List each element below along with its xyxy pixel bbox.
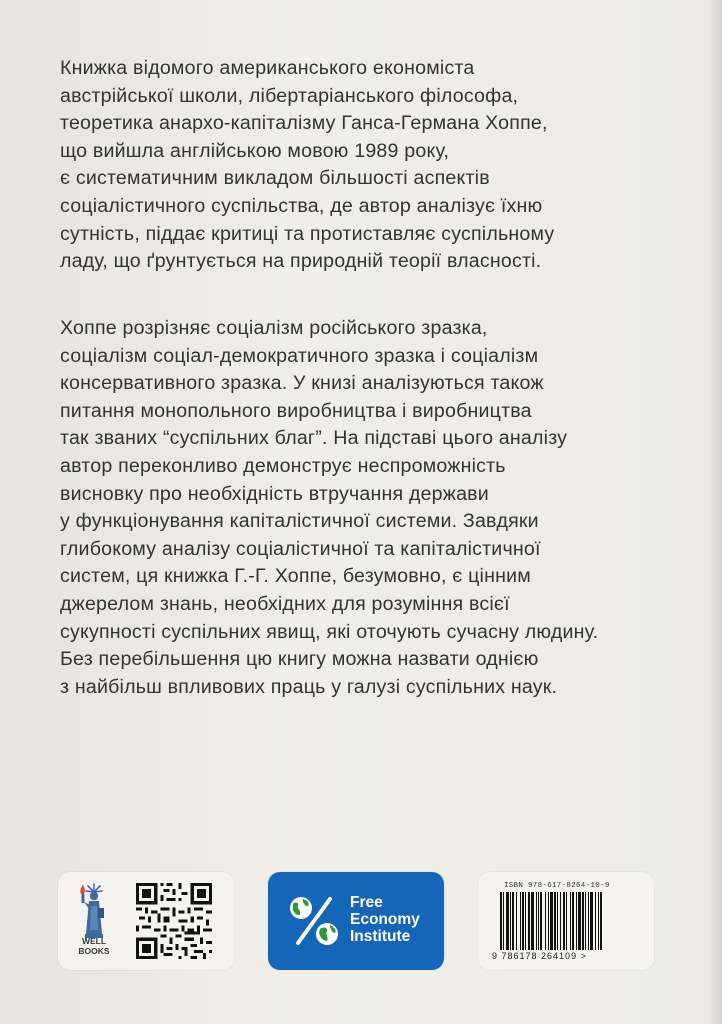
description-paragraph-1 (60, 55, 660, 276)
barcode-bar (554, 892, 556, 950)
isbn-card (478, 872, 654, 970)
paragraph-line: глибокому аналізу соціалістичної та капіталістичної (60, 537, 541, 560)
barcode-bar (563, 892, 565, 950)
barcode-number: 9 786178 264109 > (492, 951, 587, 961)
publisher-card (58, 872, 234, 970)
publisher-logo-text (72, 936, 116, 956)
barcode-bar (536, 892, 537, 950)
paragraph-line: автор переконливо демонструє неспроможність (60, 454, 506, 477)
paragraph-line: Без перебільшення цю книгу можна назвати однією (60, 648, 539, 671)
percent-globe-icon (284, 891, 344, 951)
barcode-bar (510, 892, 511, 950)
publisher-logo-line: BOOKS (78, 946, 110, 956)
description-paragraph-2 (60, 315, 660, 701)
barcode-bar (528, 892, 530, 950)
paragraph-line: Книжка відомого американського економіста (60, 57, 475, 79)
paragraph-line: ладу, що ґрунтується на природній теорії власності. (60, 250, 542, 273)
paragraph-line: з найбільш впливових праць у галузі суспільних наук. (60, 675, 558, 698)
paragraph-line: систем, ця книжка Г.-Г. Хоппе, безумовно, є цінним (60, 565, 531, 588)
barcode-bar (557, 892, 558, 950)
barcode-bar (525, 892, 526, 950)
barcode-bar (585, 892, 586, 950)
barcode-bar (576, 892, 577, 950)
spine-shadow (708, 0, 722, 1024)
barcode-bar (595, 892, 596, 950)
isbn-label: ISBN 978-617-8264-10-9 (504, 882, 610, 890)
institute-card (268, 872, 444, 970)
paragraph-line: джерелом знань, необхідних для розуміння всієї (60, 592, 510, 615)
paragraph-line: соціалістичного суспільства, де автор аналізує їхню (60, 194, 543, 217)
paragraph-line: консервативного зразка. У книзі аналізуються також (60, 372, 544, 395)
barcode-bar (588, 892, 589, 950)
barcode-bar (550, 892, 553, 950)
paragraph-line: соціалізм соціал-демократичного зразка і соціалізм (60, 344, 539, 367)
barcode-bar (540, 892, 542, 950)
barcode-bar (545, 892, 546, 950)
barcode-bar (506, 892, 509, 950)
paragraph-line: що вийшла англійською мовою 1989 року, (60, 139, 450, 162)
barcode (500, 892, 634, 950)
barcode-bar (598, 892, 599, 950)
institute-name-line: Economy (350, 911, 420, 928)
barcode-bar (590, 892, 593, 950)
barcode-bar (578, 892, 581, 950)
paragraph-line: Хоппе розрізняє соціалізм російського зразка, (60, 317, 488, 339)
barcode-bar (600, 892, 602, 950)
barcode-bar (520, 892, 521, 950)
institute-name (350, 894, 440, 945)
barcode-bar (531, 892, 534, 950)
institute-name-line: Institute (350, 928, 411, 945)
paragraph-line: австрійської школи, лібертаріанського філософа, (60, 84, 519, 107)
barcode-bar (566, 892, 567, 950)
barcode-bar (503, 892, 504, 950)
barcode-bar (572, 892, 574, 950)
institute-name-line: Free (350, 894, 383, 911)
barcode-bar (500, 892, 502, 950)
barcode-bar (516, 892, 517, 950)
paragraph-line: так званих “суспільних благ”. На підставі цього аналізу (60, 427, 568, 450)
paragraph-line: сукупності суспільних явищ, які оточують сучасну людину. (60, 620, 599, 643)
barcode-bar (570, 892, 571, 950)
barcode-bar (582, 892, 584, 950)
barcode-bar (548, 892, 549, 950)
paragraph-line: теоретика анархо-капіталізму Ганса-Германа Хоппе, (60, 112, 548, 135)
barcode-bar (538, 892, 539, 950)
barcode-bar (522, 892, 524, 950)
paragraph-line: є систематичним викладом більшості аспектів (60, 167, 490, 190)
publisher-logo-line: WELL (81, 936, 107, 946)
qr-code (136, 883, 212, 959)
barcode-bar (560, 892, 561, 950)
barcode-bar (512, 892, 514, 950)
paragraph-line: висновку про необхідність втручання держави (60, 482, 489, 505)
paragraph-line: питання монопольного виробництва і виробництва (60, 399, 532, 422)
paragraph-line: сутність, піддає критиці та протиставляє суспільному (60, 222, 555, 245)
paragraph-line: у функціонування капіталістичної системи. Завдяки (60, 510, 539, 533)
